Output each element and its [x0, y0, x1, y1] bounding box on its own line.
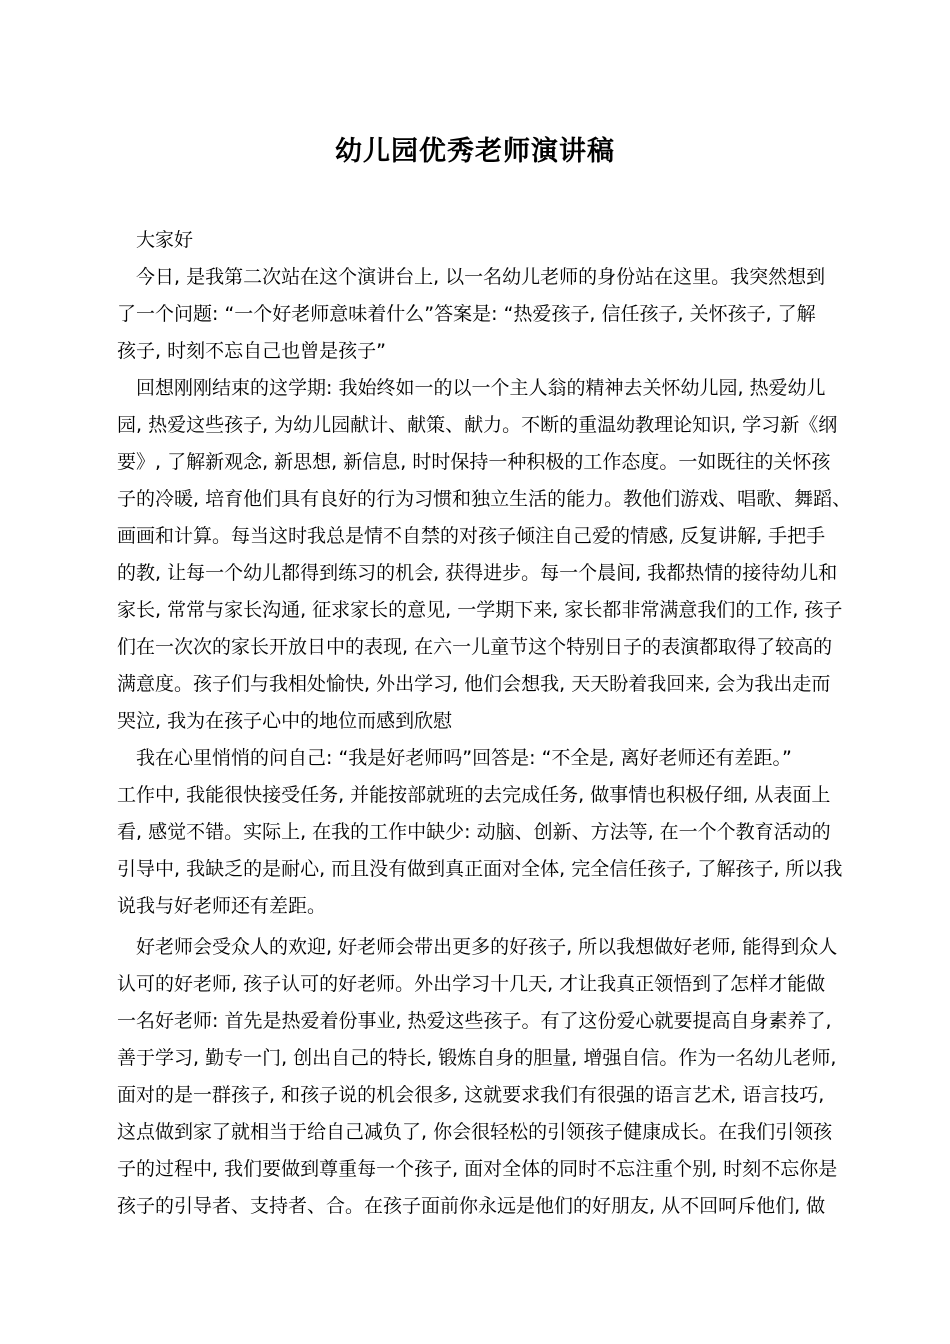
body-line: 要》, 了解新观念, 新思想, 新信息, 时时保持一种积极的工作态度。一如既往的关怀孩	[117, 451, 831, 473]
body-line: 这点做到家了就相当于给自己减负了, 你会很轻松的引领孩子健康成长。在我们引领孩	[117, 1121, 833, 1143]
body-line: 今日, 是我第二次站在这个演讲台上, 以一名幼儿老师的身份站在这里。我突然想到	[136, 266, 826, 288]
body-line: 说我与好老师还有差距。	[117, 895, 327, 917]
body-line: 面对的是一群孩子, 和孩子说的机会很多, 这就要求我们有很强的语言艺术, 语言技巧,	[117, 1084, 825, 1106]
body-line: 子的冷暖, 培育他们具有良好的行为习惯和独立生活的能力。教他们游戏、唱歌、舞蹈、	[117, 488, 852, 510]
body-line: 善于学习, 勤专一门, 创出自己的特长, 锻炼自身的胆量, 增强自信。作为一名幼儿老师,	[117, 1047, 837, 1069]
body-line: 画画和计算。每当这时我总是情不自禁的对孩子倾注自己爱的情感, 反复讲解, 手把手	[117, 525, 826, 547]
body-line: 我在心里悄悄的问自己: “我是好老师吗”回答是: “不全是, 离好老师还有差距。”	[136, 747, 792, 769]
document-title: 幼儿园优秀老师演讲稿	[335, 136, 615, 167]
body-line: 园, 热爱这些孩子, 为幼儿园献计、献策、献力。不断的重温幼教理论知识, 学习新《纲	[117, 414, 838, 436]
body-line: 子的过程中, 我们要做到尊重每一个孩子, 面对全体的同时不忘注重个别, 时刻不忘你是	[117, 1158, 838, 1180]
body-line: 好老师会受众人的欢迎, 好老师会带出更多的好孩子, 所以我想做好老师, 能得到众人	[136, 936, 838, 958]
body-line: 回想刚刚结束的这学期: 我始终如一的以一个主人翁的精神去关怀幼儿园, 热爱幼儿	[136, 377, 826, 399]
body-line: 哭泣, 我为在孩子心中的地位而感到欣慰	[117, 710, 453, 732]
body-line: 们在一次次的家长开放日中的表现, 在六一儿童节这个特别日子的表演都取得了较高的	[117, 636, 833, 658]
body-line: 了一个问题: “一个好老师意味着什么”答案是: “热爱孩子, 信任孩子, 关怀孩子, 了解	[117, 303, 816, 325]
body-line: 工作中, 我能很快接受任务, 并能按部就班的去完成任务, 做事情也积极仔细, 从表面上	[117, 784, 831, 806]
body-line: 看, 感觉不错。实际上, 在我的工作中缺少: 动脑、创新、方法等, 在一个个教育活动的	[117, 821, 831, 843]
body-line: 认可的好老师, 孩子认可的好老师。外出学习十几天, 才让我真正领悟到了怎样才能做	[117, 973, 826, 995]
body-line: 的教, 让每一个幼儿都得到练习的机会, 获得进步。每一个晨间, 我都热情的接待幼儿和	[117, 562, 838, 584]
body-line: 满意度。孩子们与我相处愉快, 外出学习, 他们会想我, 天天盼着我回来, 会为我出走而	[117, 673, 831, 695]
body-line: 孩子, 时刻不忘自己也曾是孩子”	[117, 340, 386, 362]
body-line: 大家好	[136, 229, 194, 251]
body-line: 孩子的引导者、支持者、合。在孩子面前你永远是他们的好朋友, 从不回呵斥他们, 做	[117, 1195, 826, 1217]
body-line: 家长, 常常与家长沟通, 征求家长的意见, 一学期下来, 家长都非常满意我们的工作, 孩子	[117, 599, 843, 621]
body-line: 一名好老师: 首先是热爱着份事业, 热爱这些孩子。有了这份爱心就要提高自身素养了,	[117, 1010, 832, 1032]
body-line: 引导中, 我缺乏的是耐心, 而且没有做到真正面对全体, 完全信任孩子, 了解孩子, 所以我	[117, 858, 843, 880]
